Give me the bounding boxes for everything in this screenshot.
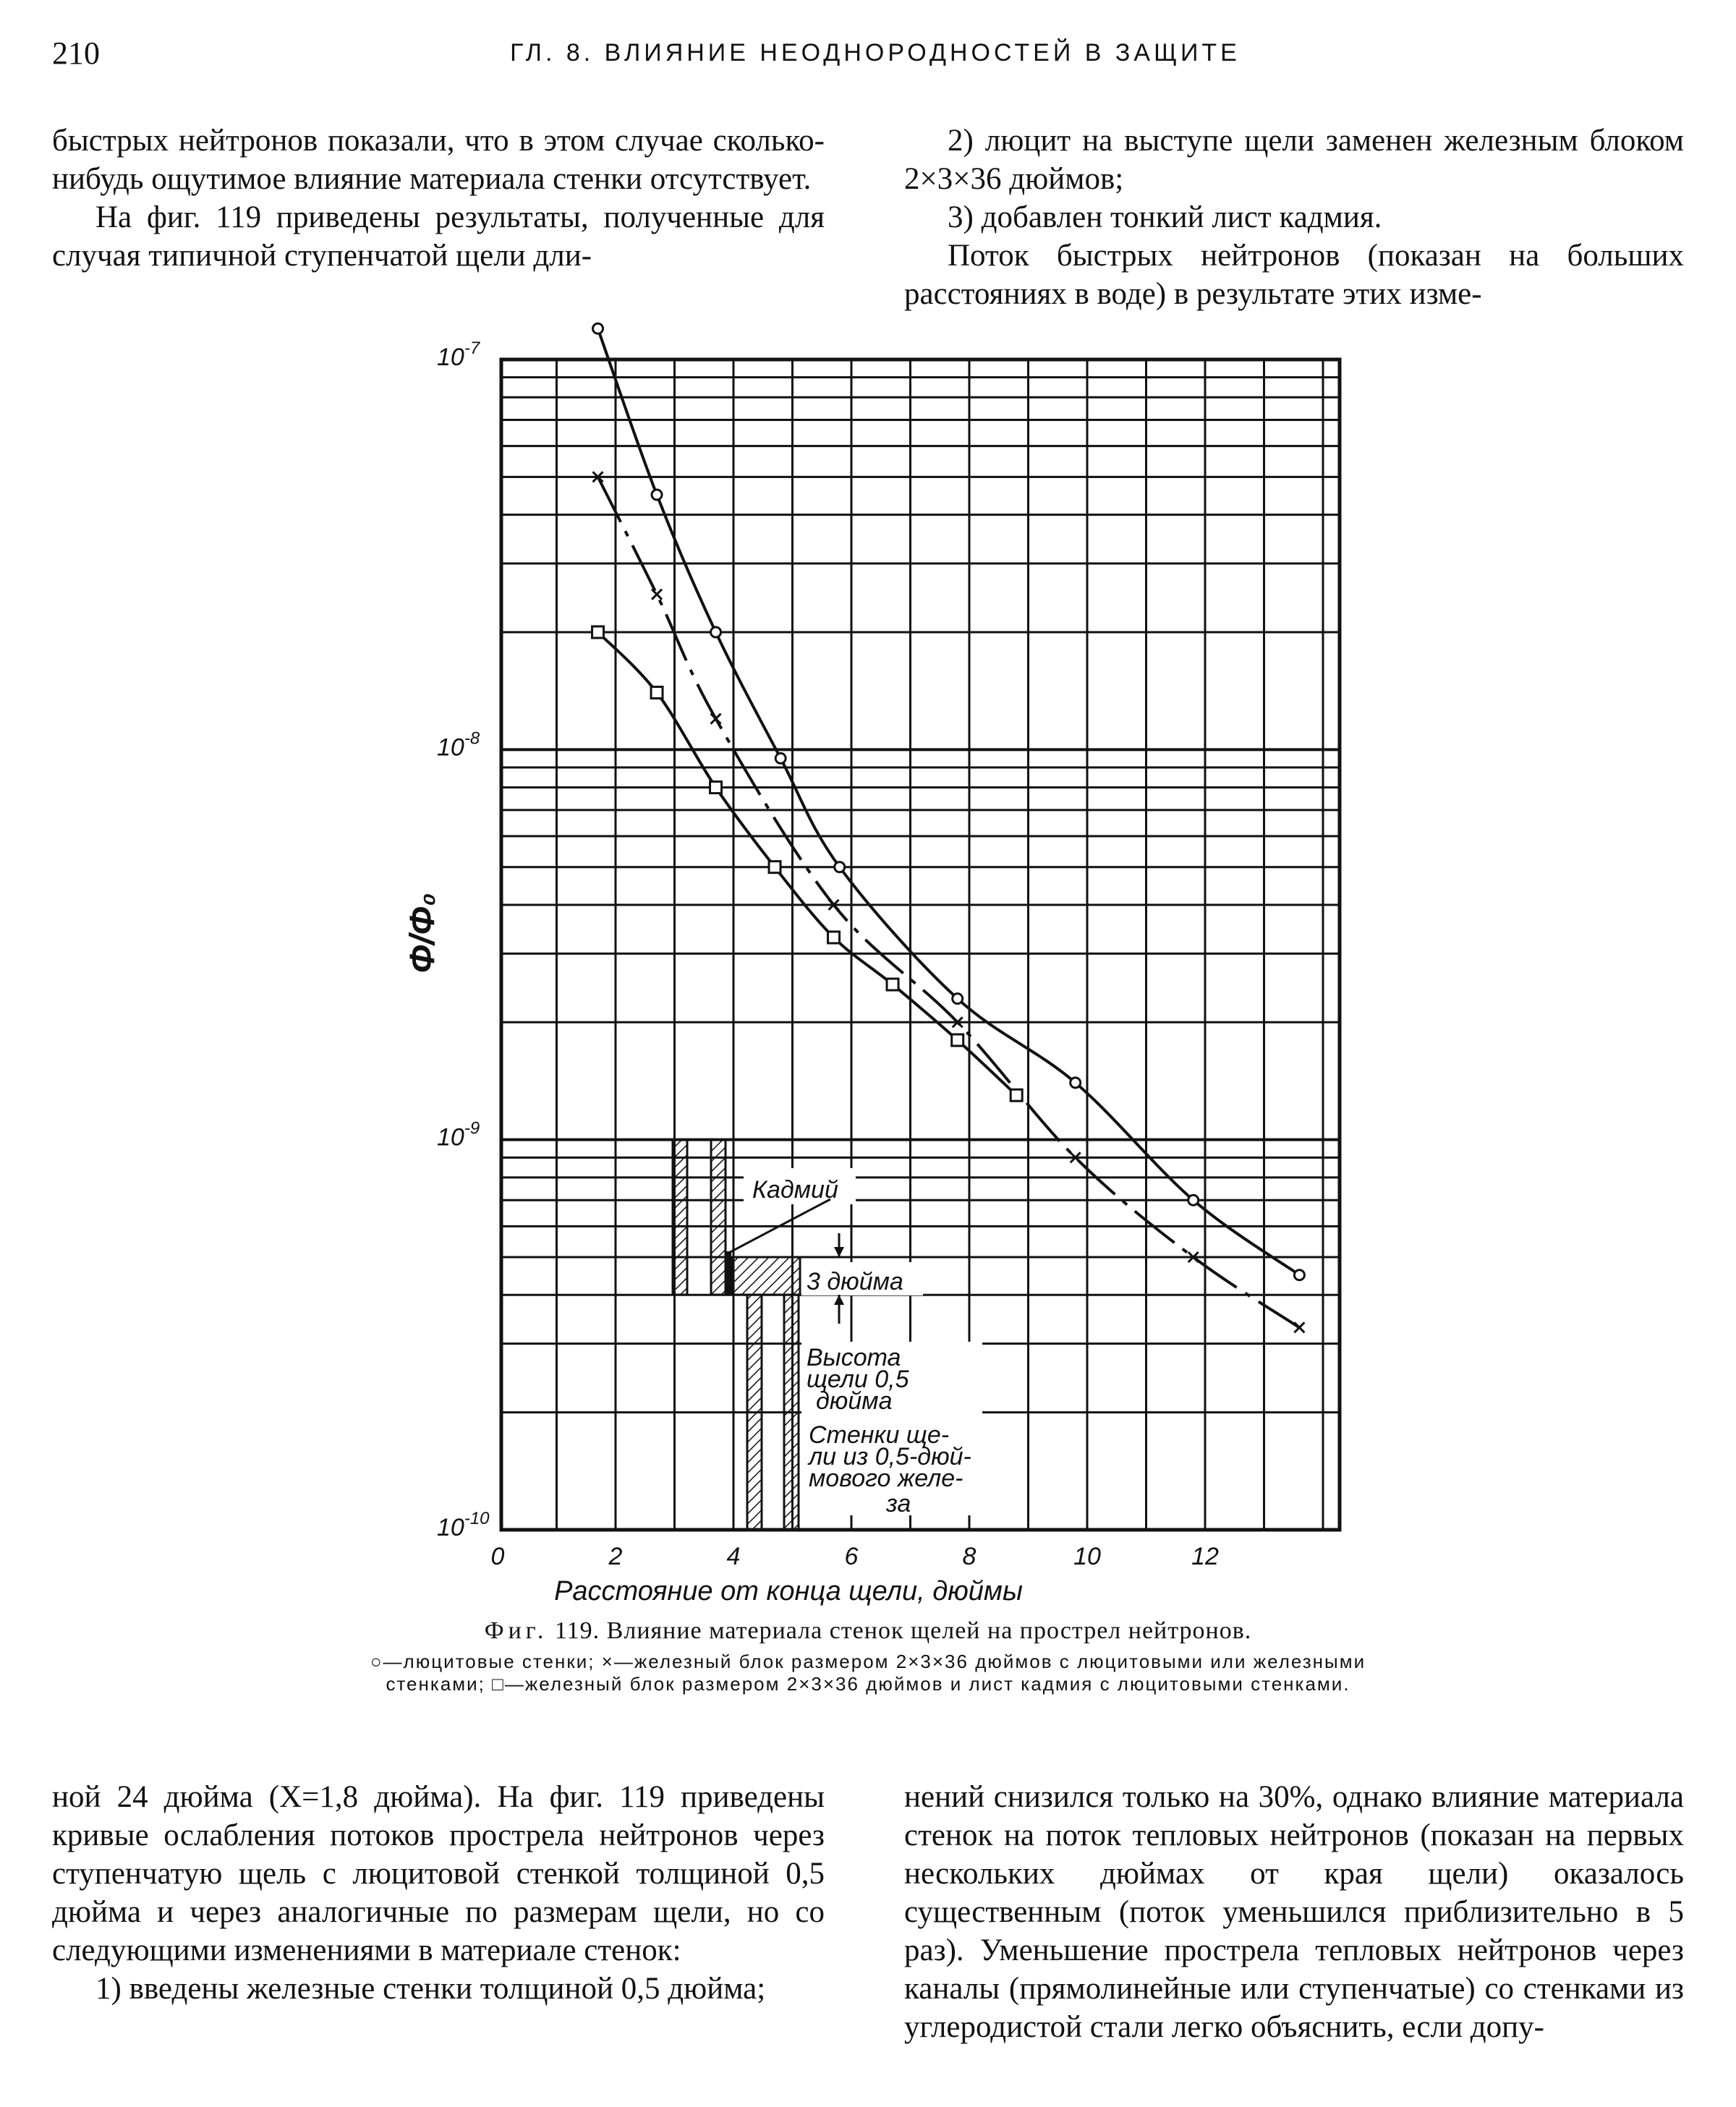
x-tick-label: 2 xyxy=(608,1543,623,1570)
caption-legend: ○—люцитовые стенки; ×—железный блок размером 2×3×36 дюймов с люцитовыми или железными стенками; □—железный блок размером 2×3×36 дюймов и лист кадмия с люцитовыми стенками. xyxy=(370,1651,1366,1695)
caption-label: Фиг. xyxy=(484,1617,548,1644)
x-tick-label: 12 xyxy=(1191,1543,1219,1570)
walls-label-3: мового желе- xyxy=(809,1465,963,1492)
circle-marker xyxy=(1294,1270,1304,1280)
running-head: ГЛ. 8. ВЛИЯНИЕ НЕОДНОРОДНОСТЕЙ В ЗАЩИТЕ xyxy=(510,39,1241,67)
x-tick-label: 8 xyxy=(962,1543,977,1570)
iron-block xyxy=(731,1257,800,1295)
cross-marker xyxy=(1294,1322,1304,1332)
body-bottom-left-column xyxy=(52,1778,825,2008)
circle-marker xyxy=(835,862,845,872)
caption-number: 119. xyxy=(554,1617,600,1644)
gap-height-label-3: дюйма xyxy=(816,1387,893,1415)
cadmium-label: Кадмий xyxy=(752,1176,838,1204)
circle-marker xyxy=(711,627,721,637)
square-marker xyxy=(1010,1089,1022,1101)
gap-height-label-2: щели 0,5 xyxy=(807,1366,909,1393)
paragraph: нений снизился только на 30%, однако влияние материала стенок на поток тепловых нейтронов (показан на первых нескольких дюймах от края щели) оказалось существенным (поток уменьшился приблизительно в 5 раз). Уменьшение прострела тепловых нейтронов через каналы (прямолинейные или ступенчатые) со стенками из углеродистой стали легко объяснить, если допу- xyxy=(904,1780,1684,2044)
wall-lower-right xyxy=(784,1295,799,1530)
body-bottom-right-column xyxy=(904,1778,1684,2046)
figure-caption xyxy=(318,1617,1418,1695)
x-axis-label: Расстояние от конца щели, дюймы xyxy=(554,1576,1023,1606)
caption-title xyxy=(318,1617,1418,1645)
circle-marker xyxy=(953,994,963,1004)
paragraph: На фиг. 119 приведены результаты, полученные для случая типичной ступенчатой щели дли- xyxy=(52,200,825,273)
square-marker xyxy=(828,932,840,943)
x-tick-label: 4 xyxy=(726,1543,741,1570)
y-axis-label: Φ/Φ₀ xyxy=(404,893,442,974)
square-marker xyxy=(651,687,663,699)
y-tick-label: $10^{-10}$ xyxy=(437,1509,490,1541)
walls-label-2: ли из 0,5-дюй- xyxy=(809,1443,971,1470)
x-tick-label: 6 xyxy=(844,1543,859,1570)
step-label: 3 дюйма xyxy=(807,1268,903,1295)
paragraph: ной 24 дюйма (X=1,8 дюйма). На фиг. 119 приведены кривые ослабления потоков прострела нейтронов через ступенчатую щель с люцитовой стенкой толщиной 0,5 дюйма и через аналогичные по размерам щели, но со следующими изменениями в материале стенок: xyxy=(52,1780,825,1967)
list-item: 1) введены железные стенки толщиной 0,5 дюйма; xyxy=(95,1972,766,2006)
arrowhead-up-icon xyxy=(834,1295,844,1305)
y-tick-label: $10^{-9}$ xyxy=(437,1118,480,1152)
walls-label-4: за xyxy=(886,1490,911,1518)
cross-marker xyxy=(652,589,662,600)
circle-marker xyxy=(593,323,603,333)
chart-markers xyxy=(592,323,1305,1332)
circle-marker xyxy=(652,490,662,500)
cross-marker xyxy=(711,714,721,724)
square-marker xyxy=(592,626,604,638)
y-tick-label: $10^{-7}$ xyxy=(437,339,480,371)
y-tick-label: $10^{-8}$ xyxy=(437,728,480,762)
square-marker xyxy=(710,782,722,793)
circle-marker xyxy=(1071,1078,1081,1088)
caption-text: Влияние материала стенок щелей на прострел нейтронов. xyxy=(606,1617,1252,1644)
square-marker xyxy=(769,861,780,873)
page-number: 210 xyxy=(52,35,100,71)
paragraph: Поток быстрых нейтронов (показан на больших расстояниях в воде) в результате этих изме- xyxy=(904,239,1684,311)
wall-upper-right xyxy=(711,1140,726,1295)
wall-upper-left xyxy=(673,1140,687,1295)
list-item: 2) люцит на выступе щели заменен железным блоком 2×3×36 дюймов; xyxy=(904,124,1684,196)
wall-lower-left xyxy=(747,1295,762,1530)
x-tick-label: 0 xyxy=(490,1543,505,1570)
series-curve-1 xyxy=(598,328,1300,1274)
list-item: 3) добавлен тонкий лист кадмия. xyxy=(948,200,1382,234)
arrowhead-down-icon xyxy=(834,1247,844,1257)
slit-diagram xyxy=(673,1140,982,1530)
gap-height-label-1: Высота xyxy=(807,1344,901,1371)
x-tick-label: 10 xyxy=(1073,1543,1101,1570)
walls-label-1: Стенки ще- xyxy=(809,1421,950,1449)
square-marker xyxy=(887,979,898,990)
square-marker xyxy=(952,1034,963,1046)
circle-marker xyxy=(775,753,786,763)
paragraph: быстрых нейтронов показали, что в этом случае сколько-нибудь ощутимое влияние материала стенки отсутствует. xyxy=(52,124,825,196)
circle-marker xyxy=(1188,1195,1199,1205)
